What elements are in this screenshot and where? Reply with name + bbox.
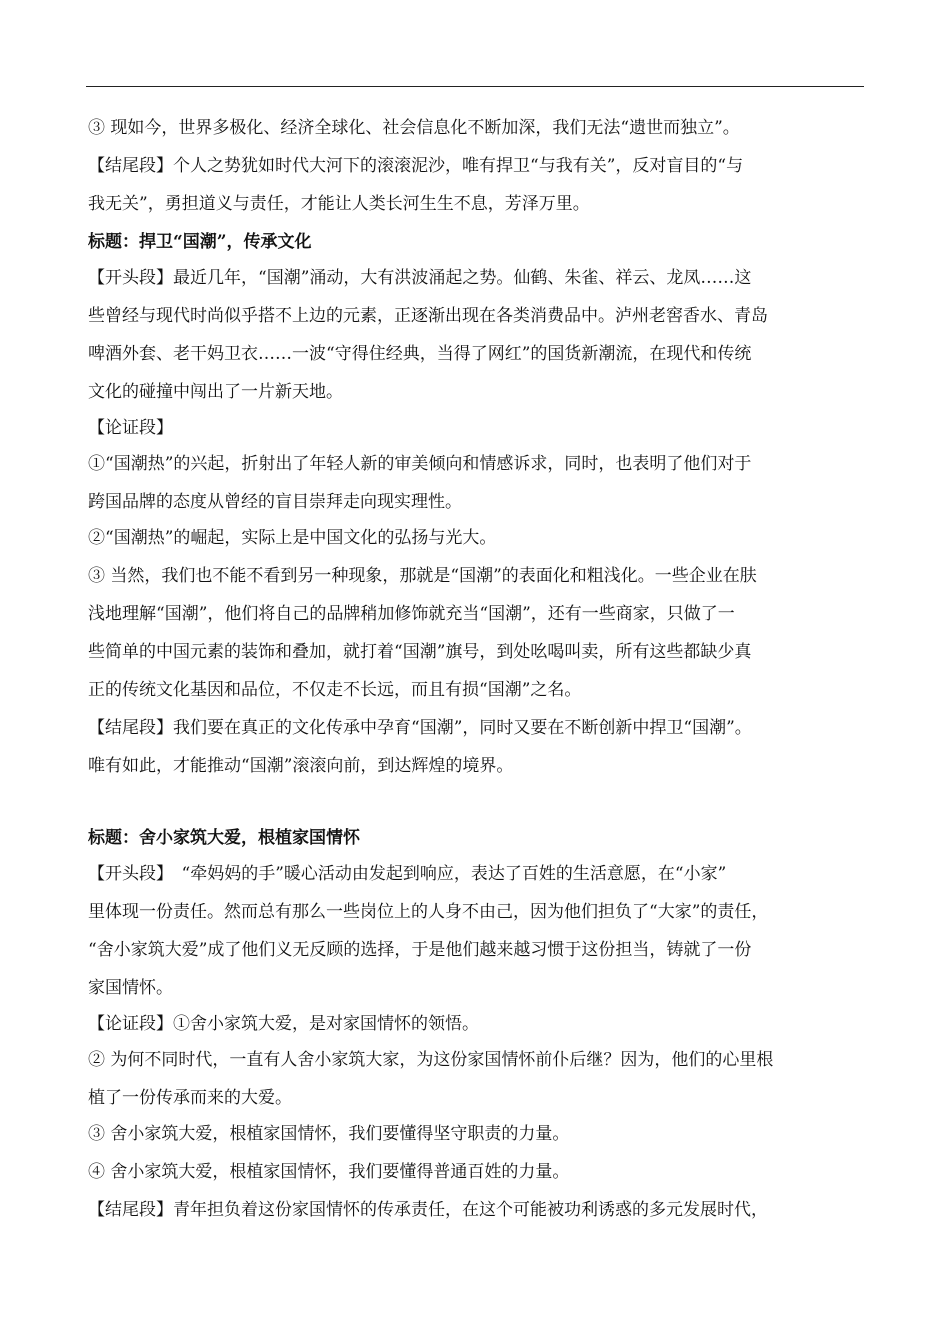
- text-line: “舍小家筑大爱”成了他们义无反顾的选择，于是他们越来越习惯于这份担当，铸就了一份: [88, 940, 752, 960]
- text-line: 正的传统文化基因和品位，不仅走不长远，而且有损“国潮”之名。: [88, 680, 582, 700]
- text-line: ④ 舍小家筑大爱，根植家国情怀，我们要懂得普通百姓的力量。: [88, 1162, 570, 1182]
- text-line: 跨国品牌的态度从曾经的盲目崇拜走向现实理性。: [88, 492, 462, 512]
- text-line: 【开头段】最近几年，“国潮”涌动，大有洪波涌起之势。仙鹤、朱雀、祥云、龙凤……这: [88, 268, 752, 288]
- text-line: 些曾经与现代时尚似乎搭不上边的元素，正逐渐出现在各类消费品中。泸州老窖香水、青岛: [88, 306, 768, 326]
- text-line: ③ 当然，我们也不能不看到另一种现象，那就是“国潮”的表面化和粗浅化。一些企业在肤: [88, 566, 757, 586]
- text-line: 里体现一份责任。然而总有那么一些岗位上的人身不由己，因为他们担负了“大家”的责任，: [88, 902, 769, 922]
- text-line: 文化的碰撞中闯出了一片新天地。: [88, 382, 343, 402]
- text-line: 我无关”，勇担道义与责任，才能让人类长河生生不息，芳泽万里。: [88, 194, 590, 214]
- text-line: 【论证段】: [88, 418, 173, 438]
- text-line: 些简单的中国元素的装饰和叠加，就打着“国潮”旗号，到处吆喝叫卖，所有这些都缺少真: [88, 642, 752, 662]
- text-line: ①“国潮热”的兴起，折射出了年轻人新的审美倾向和情感诉求，同时，也表明了他们对于: [88, 454, 752, 474]
- section-title: 标题：舍小家筑大爱，根植家国情怀: [88, 828, 360, 848]
- text-line: 家国情怀。: [88, 978, 173, 998]
- section-title: 标题：捍卫“国潮”，传承文化: [88, 232, 312, 252]
- text-line: 浅地理解“国潮”，他们将自己的品牌稍加修饰就充当“国潮”，还有一些商家，只做了一: [88, 604, 735, 624]
- text-line: ③ 舍小家筑大爱，根植家国情怀，我们要懂得坚守职责的力量。: [88, 1124, 570, 1144]
- text-line: 【结尾段】我们要在真正的文化传承中孕育“国潮”，同时又要在不断创新中捍卫“国潮”。: [88, 718, 752, 738]
- header-rule: [86, 86, 864, 87]
- text-line: 【开头段】 “牵妈妈的手”暖心活动由发起到响应，表达了百姓的生活意愿，在“小家”: [88, 864, 727, 884]
- text-line: 【结尾段】个人之势犹如时代大河下的滚滚泥沙，唯有捍卫“与我有关”，反对盲目的“与: [88, 156, 744, 176]
- text-line: ②“国潮热”的崛起，实际上是中国文化的弘扬与光大。: [88, 528, 497, 548]
- text-line: 【结尾段】青年担负着这份家国情怀的传承责任，在这个可能被功利诱惑的多元发展时代，: [88, 1200, 768, 1220]
- text-line: 唯有如此，才能推动“国潮”滚滚向前，到达辉煌的境界。: [88, 756, 514, 776]
- text-line: 【论证段】①舍小家筑大爱，是对家国情怀的领悟。: [88, 1014, 479, 1034]
- text-line: 啤酒外套、老干妈卫衣……一波“守得住经典，当得了网红”的国货新潮流，在现代和传统: [88, 344, 752, 364]
- text-line: ② 为何不同时代，一直有人舍小家筑大家，为这份家国情怀前仆后继？因为，他们的心里根: [88, 1050, 774, 1070]
- text-line: ③ 现如今，世界多极化、经济全球化、社会信息化不断加深，我们无法“遗世而独立”。: [88, 118, 740, 138]
- text-line: 植了一份传承而来的大爱。: [88, 1088, 292, 1108]
